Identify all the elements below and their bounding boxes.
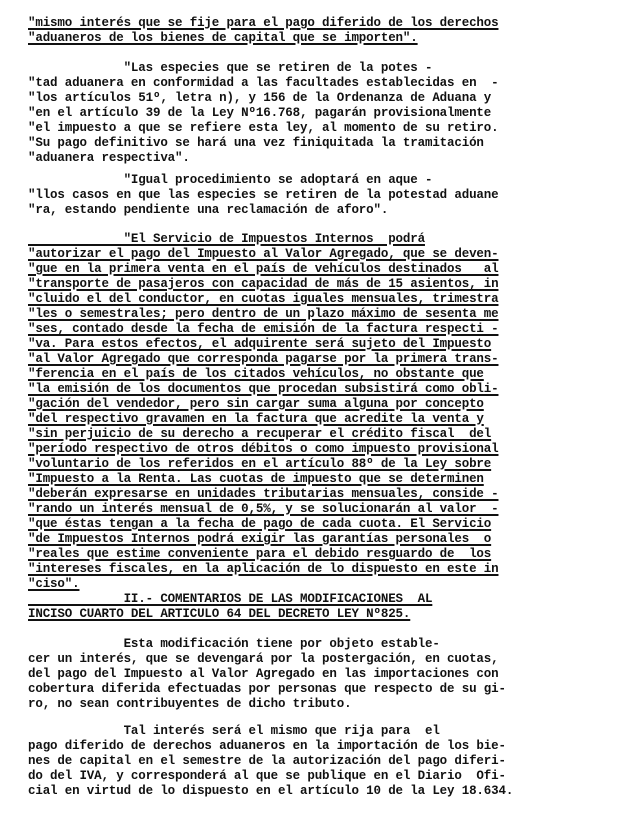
text-line: ro, no sean contribuyentes de dicho tributo. xyxy=(28,697,352,711)
text-line: "ciso". xyxy=(28,577,80,591)
text-line: "reales que estime conveniente para el debido resguardo de los xyxy=(28,547,492,561)
text-line: Tal interés será el mismo que rija para el xyxy=(28,724,440,738)
text-line: cobertura diferida efectuadas por personas que respecto de su gi- xyxy=(28,682,506,696)
text-line: "al Valor Agregado que corresponda pagarse por la primera trans- xyxy=(28,352,499,366)
text-line: "Su pago definitivo se hará una vez finiquitada la tramitación xyxy=(28,136,484,150)
text-line: "rando un interés mensual de 0,5%, y se solucionarán al valor - xyxy=(28,502,499,516)
text-line: do del IVA, y corresponderá al que se publique en el Diario Ofi- xyxy=(28,769,506,783)
text-line: cer un interés, que se devengará por la postergación, en cuotas, xyxy=(28,652,499,666)
text-line: "cluido el del conductor, en cuotas iguales mensuales, trimestra xyxy=(28,292,499,306)
text-line: del pago del Impuesto al Valor Agregado en las importaciones con xyxy=(28,667,499,681)
text-line: "llos casos en que las especies se retiren de la potestad aduane xyxy=(28,188,499,202)
text-line: "deberán expresarse en unidades tributarias mensuales, conside - xyxy=(28,487,499,501)
text-line: pago diferido de derechos aduaneros en la importación de los bie- xyxy=(28,739,506,753)
text-line: "tad aduanera en conformidad a las facultades establecidas en - xyxy=(28,76,499,90)
text-line: "gue en la primera venta en el país de vehículos destinados al xyxy=(28,262,499,276)
text-line: Esta modificación tiene por objeto estable- xyxy=(28,637,440,651)
text-line: "la emisión de los documentos que procedan subsistirá como obli- xyxy=(28,382,499,396)
text-line: "Igual procedimiento se adoptará en aque - xyxy=(28,173,433,187)
text-line: "Impuesto a la Renta. Las cuotas de impuesto que se determinen xyxy=(28,472,484,486)
text-line: "ses, contado desde la fecha de emisión de la factura respecti - xyxy=(28,322,499,336)
text-line: "mismo interés que se fije para el pago diferido de los derechos xyxy=(28,16,499,30)
text-line: "intereses fiscales, en la aplicación de lo dispuesto en este in xyxy=(28,562,499,576)
text-line: "va. Para estos efectos, el adquirente será sujeto del Impuesto xyxy=(28,337,492,351)
text-line: "gación del vendedor, pero sin cargar suma alguna por concepto xyxy=(28,397,484,411)
text-line: "El Servicio de Impuestos Internos podrá xyxy=(28,232,425,246)
heading-line: INCISO CUARTO DEL ARTICULO 64 DEL DECRETO LEY Nº825. xyxy=(28,607,411,621)
text-line: "ferencia en el país de los citados vehículos, no obstante que xyxy=(28,367,484,381)
paragraph-igual-procedimiento xyxy=(28,173,608,218)
text-line: "del respectivo gravamen en la factura que acredite la venta y xyxy=(28,412,484,426)
paragraph-tal-interes xyxy=(28,724,608,799)
text-line: "transporte de pasajeros con capacidad de más de 15 asientos, in xyxy=(28,277,499,291)
text-line: "ra, estando pendiente una reclamación de aforo". xyxy=(28,203,389,217)
paragraph-modificacion xyxy=(28,637,608,712)
text-line: "voluntario de los referidos en el artículo 88º de la Ley sobre xyxy=(28,457,492,471)
text-line: "de Impuestos Internos podrá exigir las garantías personales o xyxy=(28,532,492,546)
text-line: "Las especies que se retiren de la potes - xyxy=(28,61,433,75)
text-line: "autorizar el pago del Impuesto al Valor Agregado, que se deven- xyxy=(28,247,499,261)
section-heading-ii xyxy=(28,592,608,622)
heading-line: II.- COMENTARIOS DE LAS MODIFICACIONES AL xyxy=(28,592,433,606)
text-line: "les o semestrales; pero dentro de un plazo máximo de sesenta me xyxy=(28,307,499,321)
text-line: "aduaneros de los bienes de capital que se importen". xyxy=(28,31,418,45)
text-line: "el impuesto a que se refiere esta ley, al momento de su retiro. xyxy=(28,121,499,135)
text-line: cial en virtud de lo dispuesto en el artículo 10 de la Ley 18.634. xyxy=(28,784,514,798)
text-line: "sin perjuicio de su derecho a recuperar el crédito fiscal del xyxy=(28,427,492,441)
text-line: "los artículos 51º, letra n), y 156 de la Ordenanza de Aduana y xyxy=(28,91,492,105)
text-line: "en el artículo 39 de la Ley Nº16.768, pagarán provisionalmente xyxy=(28,106,492,120)
text-line: "que éstas tengan a la fecha de pago de cada cuota. El Servicio xyxy=(28,517,492,531)
paragraph-servicio-impuestos xyxy=(28,232,608,592)
text-line: "aduanera respectiva". xyxy=(28,151,190,165)
paragraph-potestad-aduanera xyxy=(28,61,608,166)
text-line: nes de capital en el semestre de la autorización del pago diferi- xyxy=(28,754,506,768)
text-line: "período respectivo de otros débitos o como impuesto provisional xyxy=(28,442,499,456)
intro-paragraph xyxy=(28,16,608,46)
